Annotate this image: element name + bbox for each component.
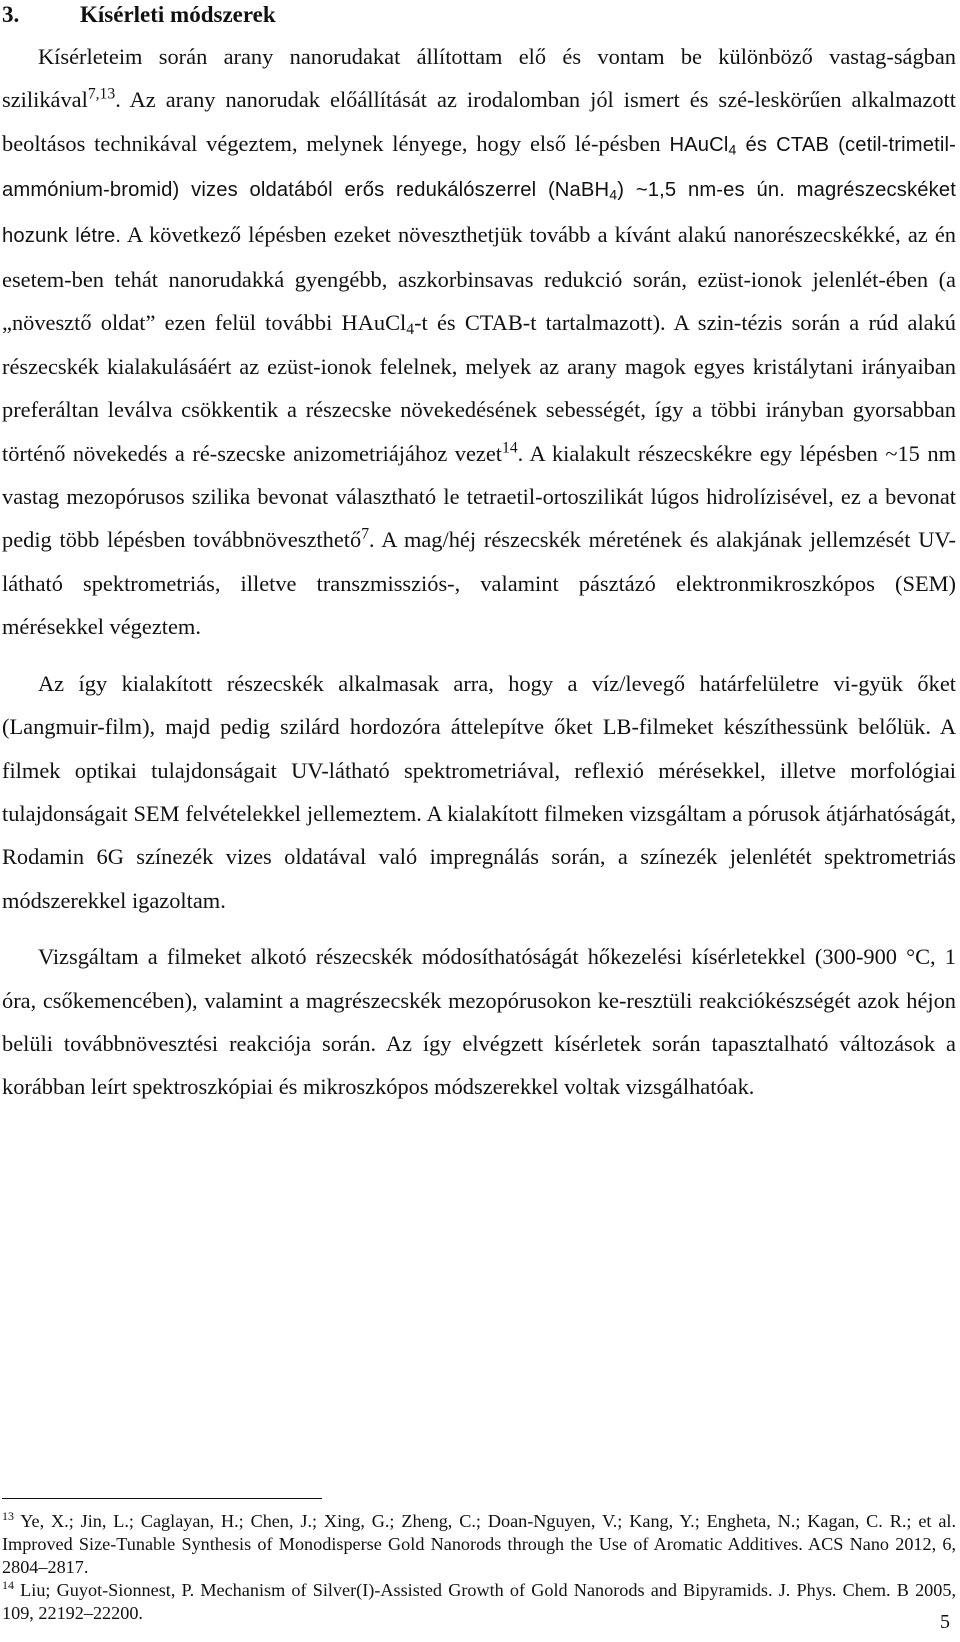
footnote-divider (2, 1498, 322, 1499)
footnotes (2, 1510, 956, 1625)
text-run: Kísérleteim során arany nanorudakat állítottam elő és vontam be különböző vastag-ságban szilikával (2, 44, 956, 113)
text-run: . A mag/héj részecskék méretének és alakjának jellemzését UV-látható spektrometriás, illetve transzmissziós-, valamint pásztázó elektronmikroszkópos (SEM) mérésekkel végeztem. (2, 527, 956, 640)
footnote (2, 1510, 956, 1579)
text-run: ) ~1,5 nm-es ún. magrészecskéket hozunk létre. (2, 179, 956, 247)
subscript: 4 (609, 186, 618, 203)
text-run: . A kialakult részecskékre egy lépésben ~15 nm vastag mezopórusos szilika bevonat választható le tetraetil-ortoszilikát lúgos hidrolízisével, ez a bevonat pedig több lépésben továbbnöveszthető (2, 440, 956, 553)
footnote-mark: 13 (2, 1508, 14, 1523)
footnote-mark: 14 (2, 1577, 14, 1592)
section-title: Kísérleti módszerek (80, 2, 276, 27)
paragraph-methods-synthesis (2, 35, 956, 649)
paragraph-films: Az így kialakított részecskék alkalmasak arra, hogy a víz/levegő határfelületre vi-gyük őket (Langmuir-film), majd pedig szilárd hordozóra áttelepítve őket LB-filmeket készíthessünk belőlük. A filmek optikai tulajdonságait UV-látható spektrometriával, reflexió mérésekkel, illetve morfológiai tulajdonságait SEM felvételekkel jellemeztem. A kialakított filmeken vizsgáltam a pórusok átjárhatóságát, Rodamin 6G színezék vizes oldatával való impregnálás során, a színezék jelenlétét spektrometriás módszerekkel igazoltam. (2, 670, 956, 913)
section-heading (2, 1, 276, 29)
paragraph-heat-treatment: Vizsgáltam a filmeket alkotó részecskék módosíthatóságát hőkezelési kísérletekkel (300-900 °C, 1 óra, csőkemencében), valamint a magrészecskék mezopórusokon ke-resztüli reakciókészségét azok héjon belüli továbbnövesztési reakciója során. Az így elvégzett kísérletek során tapasztalható változások a korábban leírt spektroszkópiai és mikroszkópos módszerekkel voltak vizsgálhatóak. (2, 944, 956, 1100)
body-text (2, 35, 956, 1109)
citation-ref: 14 (502, 439, 518, 457)
text-run: A következő lépésben ezeket növeszthetjük tovább a kívánt alakú nanorészecskékké, az én esetem-ben tehát nanorudakká gyengébb, aszkorbinsavas redukció során, ezüst-ionok jelenlét-ében (a „növesztő oldat” ezen felül további HAuCl (2, 221, 956, 336)
footnote-text: Ye, X.; Jin, L.; Caglayan, H.; Chen, J.; Xing, G.; Zheng, C.; Doan-Nguyen, V.; Kang, Y.; Engheta, N.; Kagan, C. R.; et al. Improved Size-Tunable Synthesis of Monodisperse Gold Nanorods through the Use of Aromatic Additives. ACS Nano 2012, 6, 2804–2817. (2, 1511, 956, 1577)
page-number: 5 (940, 1611, 950, 1633)
footnote-text: Liu; Guyot-Sionnest, P. Mechanism of Silver(I)-Assisted Growth of Gold Nanorods and Bipyramids. J. Phys. Chem. B 2005, 109, 22192–22200. (2, 1580, 956, 1623)
citation-ref: 7,13 (87, 85, 116, 103)
subscript: 4 (728, 141, 737, 158)
text-run: és CTAB (cetil-trimetil-ammónium-bromid) vizes oldatából erős redukálószerrel (NaBH (2, 133, 956, 202)
subscript: 4 (406, 321, 415, 339)
text-run: . Az arany nanorudak előállítását az irodalomban jól ismert és szé-leskörűen alkalmazott beoltásos technikával végeztem, melynek lényege, hogy első lé-pésben (2, 87, 956, 156)
footnote (2, 1579, 956, 1625)
section-number: 3. (2, 2, 20, 27)
citation-ref: 7 (361, 525, 370, 543)
formula-text: HAuCl (669, 133, 729, 156)
text-run: -t és CTAB-t tartalmazott). A szin-tézis során a rúd alakú részecskék kialakulásáért az ezüst-ionok felelnek, melyek az arany magok egyes kristálytani irányaiban preferáltan leválva csökkentik a részecske növekedésének sebességét, így a többi irányban gyorsabban történő növekedés a ré-szecske anizometriájához vezet (2, 310, 957, 466)
